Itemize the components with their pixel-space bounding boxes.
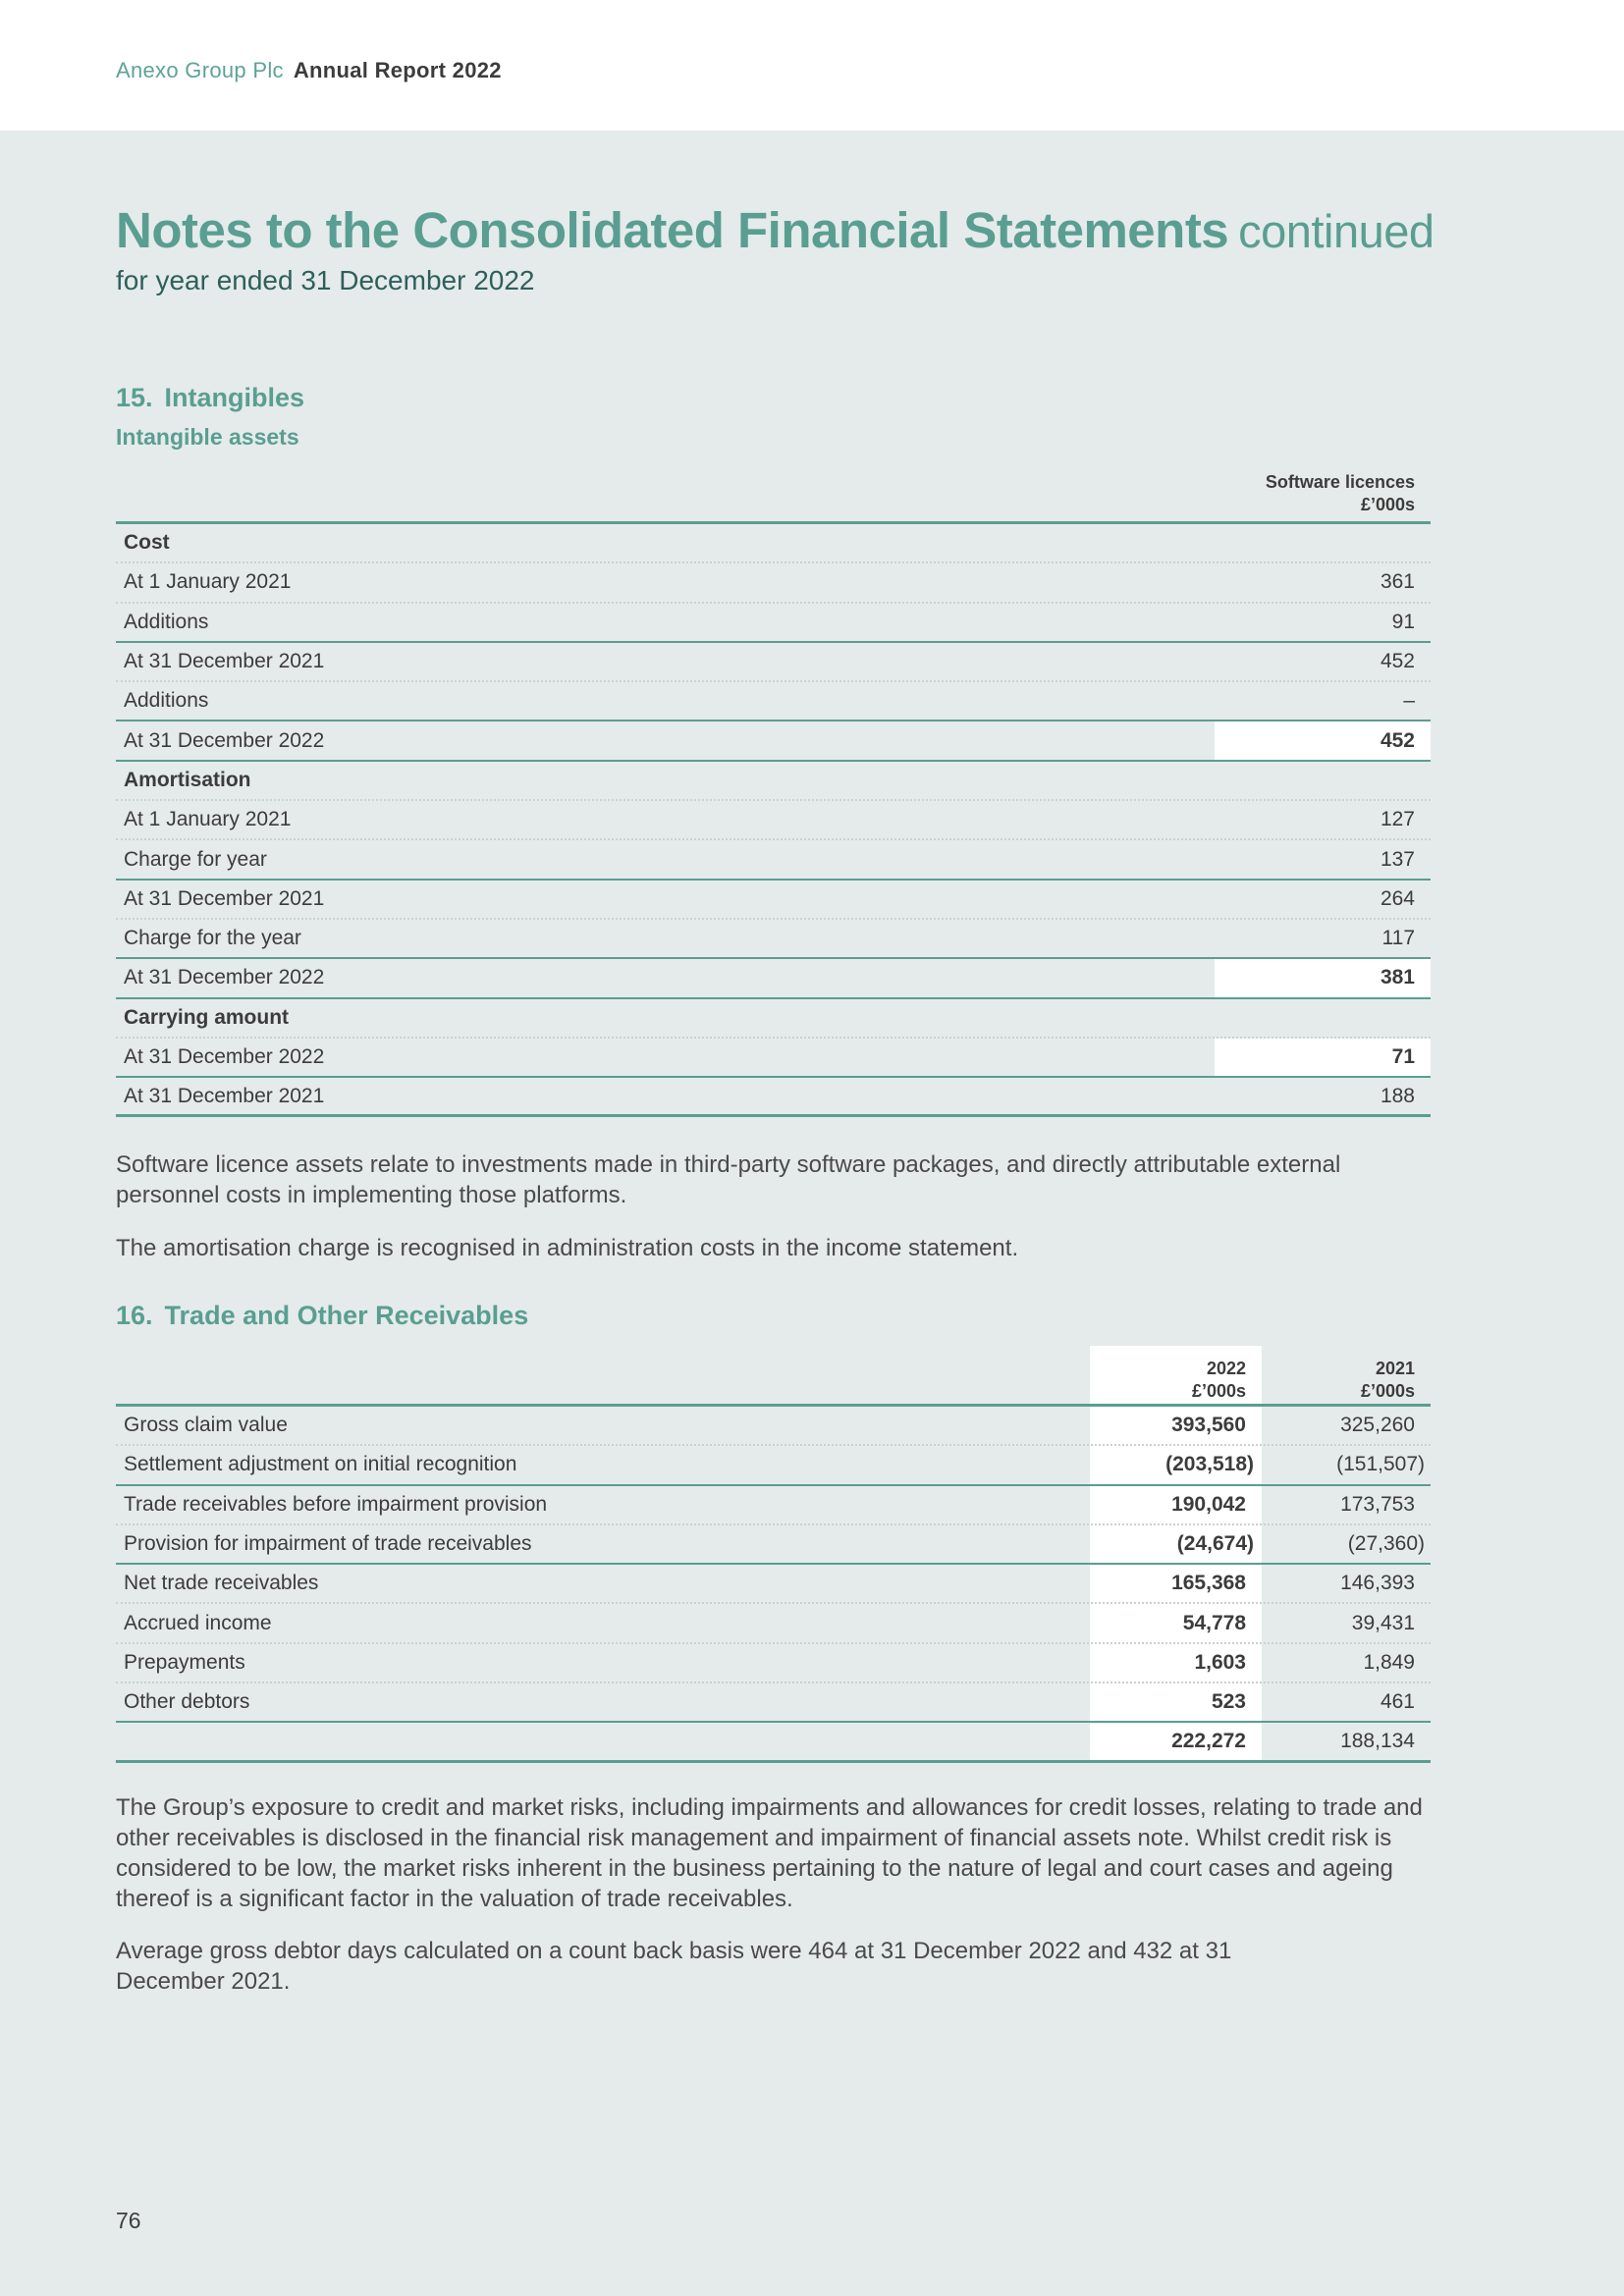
row-label: At 31 December 2021: [124, 1084, 325, 1107]
row-label: Other debtors: [124, 1690, 250, 1714]
table-row: [116, 1039, 1431, 1078]
table-row: [116, 959, 1431, 998]
table-row-total: [116, 1723, 1431, 1762]
table-row: [116, 604, 1431, 643]
note15-paragraph-1: Software licence assets relate to investments made in third-party software packages, and directly attributable external personnel costs in implementing those platforms.: [116, 1151, 1341, 1208]
row-label: Provision for impairment of trade receivables: [124, 1532, 532, 1556]
table-row: [116, 1078, 1431, 1117]
value-2022: 523: [1211, 1690, 1246, 1714]
row-label: At 31 December 2022: [124, 1045, 325, 1068]
header-company: [116, 58, 502, 83]
table-row: [116, 563, 1431, 603]
value-2022: 1,603: [1194, 1650, 1246, 1674]
report-name: Annual Report 2022: [293, 58, 502, 82]
value-2022: (24,674): [1176, 1532, 1254, 1556]
row-label: At 31 December 2022: [124, 966, 325, 989]
column-header-2021-line2: £’000s: [1360, 1381, 1415, 1401]
intangibles-table: [116, 471, 1431, 1117]
value-2022: (203,518): [1165, 1453, 1254, 1476]
column-header-2022-line1: 2022: [1206, 1359, 1246, 1378]
value-2021: 188,134: [1340, 1730, 1415, 1753]
table-row: [116, 1486, 1431, 1525]
column-header-2022-line2: £’000s: [1191, 1381, 1246, 1401]
value-2022: 165,368: [1171, 1572, 1246, 1595]
row-value: 91: [1391, 610, 1415, 633]
company-name: Anexo Group Plc: [116, 58, 284, 82]
row-label: Gross claim value: [124, 1414, 288, 1437]
column-header-2021: [1361, 1358, 1415, 1403]
table-row: [116, 1565, 1431, 1604]
table-row: [116, 801, 1431, 840]
row-value-highlight: 381: [1215, 959, 1431, 996]
row-value-highlight: 452: [1215, 721, 1431, 759]
row-label: Charge for the year: [124, 927, 301, 950]
page-title-suffix: continued: [1238, 205, 1435, 257]
row-label: Settlement adjustment on initial recognition: [124, 1453, 517, 1476]
table-row: [116, 881, 1431, 920]
page-title: [116, 201, 1435, 259]
row-value: 117: [1381, 927, 1415, 950]
table-header: [116, 471, 1431, 524]
row-label: Net trade receivables: [124, 1572, 319, 1595]
column-header-2022: [1192, 1358, 1246, 1403]
note16-title: Trade and Other Receivables: [164, 1301, 529, 1330]
value-2021: (27,360): [1347, 1532, 1425, 1556]
row-label: At 31 December 2021: [124, 650, 325, 673]
row-label: Cost: [124, 531, 170, 555]
row-label: Charge for year: [124, 847, 267, 871]
row-value: –: [1403, 689, 1415, 713]
value-2022: 54,778: [1182, 1611, 1246, 1634]
value-2021: 173,753: [1340, 1492, 1415, 1516]
row-value-highlight: 71: [1215, 1039, 1431, 1076]
table-row: [116, 643, 1431, 682]
page-number: 76: [116, 2208, 141, 2233]
value-2021: (151,507): [1336, 1453, 1425, 1476]
note16-paragraph-2: Average gross debtor days calculated on a count back basis were 464 at 31 December 2022 and 432 at 31 December 2021.: [116, 1938, 1232, 1995]
note15-paragraph-2: The amortisation charge is recognised in administration costs in the income statement.: [116, 1235, 1019, 1261]
table-row: [116, 1446, 1431, 1485]
note15-title: Intangibles: [164, 383, 305, 412]
table-row: [116, 999, 1431, 1039]
page-header: [0, 0, 1624, 131]
table-row: [116, 682, 1431, 721]
row-label: Carrying amount: [124, 1005, 290, 1029]
table-row: [116, 1644, 1431, 1683]
page-subtitle: for year ended 31 December 2022: [116, 265, 535, 295]
note15-number: 15.: [116, 383, 153, 412]
value-2022: 190,042: [1171, 1492, 1246, 1516]
column-header-line2: £’000s: [1360, 495, 1415, 514]
value-2022: 222,272: [1171, 1730, 1246, 1753]
table-row: [116, 1407, 1431, 1446]
row-value: 452: [1380, 650, 1415, 673]
table-row: [116, 721, 1431, 761]
page-title-text: Notes to the Consolidated Financial Statements: [116, 202, 1229, 258]
row-label: At 1 January 2021: [124, 570, 292, 594]
row-value: 137: [1380, 847, 1415, 871]
table-row: [116, 1604, 1431, 1643]
column-header-line1: Software licences: [1265, 472, 1415, 492]
table-row: [116, 524, 1431, 563]
row-label: Accrued income: [124, 1611, 272, 1634]
column-header-2021-line1: 2021: [1375, 1359, 1415, 1378]
row-label: Prepayments: [124, 1650, 245, 1674]
row-label: Additions: [124, 610, 209, 633]
table-row: [116, 1683, 1431, 1723]
table-row: [116, 840, 1431, 880]
note16-paragraph-1: The Group’s exposure to credit and market risks, including impairments and allowances for credit losses, relating to trade and other receivables is disclosed in the financial risk management and impairment of financial assets note. Whilst credit risk is considered to be low, the market risks inherent in the business pertaining to the nature of legal and court cases and ageing thereof is a significant factor in the valuation of trade receivables.: [116, 1794, 1423, 1912]
column-header-software-licences: [1266, 471, 1415, 516]
row-label: Amortisation: [124, 768, 251, 791]
receivables-table: [116, 1346, 1431, 1763]
value-2022: 393,560: [1171, 1414, 1246, 1437]
note15-subtitle: Intangible assets: [116, 424, 299, 450]
table-header: [116, 1346, 1431, 1407]
row-label: At 31 December 2021: [124, 886, 325, 910]
table-row: [116, 920, 1431, 959]
row-value: 264: [1380, 886, 1415, 910]
value-2021: 146,393: [1340, 1572, 1415, 1595]
note16-heading: [116, 1301, 528, 1331]
value-2021: 1,849: [1363, 1650, 1415, 1674]
table-row: [116, 1525, 1431, 1565]
row-label: Trade receivables before impairment provision: [124, 1492, 548, 1516]
row-label: Additions: [124, 689, 209, 713]
row-value: 188: [1380, 1084, 1415, 1107]
value-2021: 461: [1380, 1690, 1415, 1714]
value-2021: 39,431: [1351, 1611, 1415, 1634]
table-row: [116, 762, 1431, 801]
row-value: 127: [1380, 808, 1415, 831]
row-label: At 31 December 2022: [124, 728, 325, 752]
value-2021: 325,260: [1340, 1414, 1415, 1437]
title-block: [116, 201, 1435, 296]
row-label: At 1 January 2021: [124, 808, 292, 831]
note16-number: 16.: [116, 1301, 153, 1330]
note15-heading: [116, 383, 304, 413]
row-value: 361: [1380, 570, 1415, 594]
